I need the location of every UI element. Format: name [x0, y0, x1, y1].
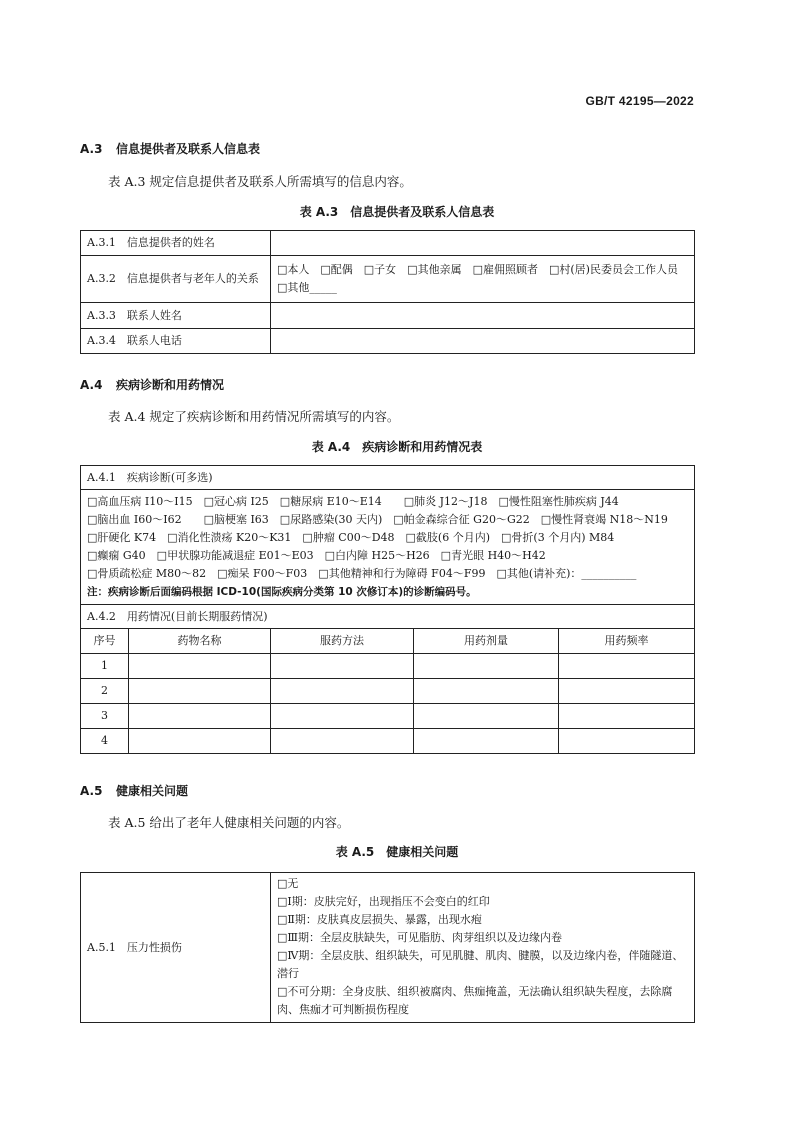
diagnosis-line[interactable]: □高血压病 I10～I15 □冠心病 I25 □糖尿病 E10～E14 □肺炎 J12～J18 □慢性阻塞性肺疾病 J44: [87, 495, 619, 508]
diagnosis-line[interactable]: □肝硬化 K74 □消化性溃疡 K20～K31 □肿瘤 C00～D48 □截肢(6 个月内) □骨折(3 个月内) M84: [87, 531, 615, 544]
table-row: [81, 704, 695, 729]
column-header: 用药频率: [559, 629, 695, 654]
contact-name-field[interactable]: [271, 303, 695, 329]
method-cell[interactable]: [271, 729, 414, 754]
option-item[interactable]: □Ⅰ期：皮肤完好，出现指压不会变白的红印: [277, 895, 490, 908]
column-header: 服药方法: [271, 629, 414, 654]
table-a4: [80, 465, 695, 754]
drug-name-cell[interactable]: [129, 729, 271, 754]
field-label: A.3.4 联系人电话: [81, 329, 271, 354]
field-label: A.3.1 信息提供者的姓名: [81, 231, 271, 256]
table-row: [81, 654, 695, 679]
field-label: A.3.3 联系人姓名: [81, 303, 271, 329]
table-a3-title: 表 A.3 信息提供者及联系人信息表: [299, 205, 495, 219]
section-title: 信息提供者及联系人信息表: [116, 142, 261, 156]
drug-name-cell[interactable]: [129, 679, 271, 704]
row-number: 4: [81, 729, 129, 754]
row-number: 1: [81, 654, 129, 679]
diagnosis-note: 注：疾病诊断后面编码根据 ICD-10(国际疾病分类第 10 次修订本)的诊断编码号。: [87, 586, 477, 598]
section-number: A.3: [80, 142, 103, 156]
provider-name-field[interactable]: [271, 231, 695, 256]
option-item[interactable]: □Ⅳ期：全层皮肤、组织缺失，可见肌腱、肌肉、腱膜，以及边缘内卷，伴随隧道、潜行: [277, 949, 684, 980]
diagnosis-line[interactable]: □骨质疏松症 M80～82 □痴呆 F00～F03 □其他精神和行为障碍 F04～F99 □其他(请补充)：__________: [87, 567, 637, 580]
column-header: 序号: [81, 629, 129, 654]
table-a5-title: 表 A.5 健康相关问题: [335, 845, 459, 859]
frequency-cell[interactable]: [559, 679, 695, 704]
section-title: 健康相关问题: [116, 784, 189, 798]
table-row: [81, 679, 695, 704]
column-header: 用药剂量: [414, 629, 559, 654]
table-header-row: [81, 629, 695, 654]
table-row: [81, 329, 695, 354]
pressure-injury-label: A.5.1 压力性损伤: [81, 873, 271, 1023]
section-a4-heading: [80, 376, 224, 393]
dose-cell[interactable]: [414, 654, 559, 679]
frequency-cell[interactable]: [559, 654, 695, 679]
table-row: [81, 231, 695, 256]
section-a5-heading: [80, 782, 188, 799]
diagnosis-header: A.4.1 疾病诊断(可多选): [81, 466, 695, 490]
frequency-cell[interactable]: [559, 729, 695, 754]
section-number: A.4: [80, 378, 103, 392]
drug-name-cell[interactable]: [129, 704, 271, 729]
section-title: 疾病诊断和用药情况: [116, 378, 225, 392]
provider-relationship-options[interactable]: □本人 □配偶 □子女 □其他亲属 □雇佣照顾者 □村(居)民委员会工作人员 □其他_____: [271, 256, 695, 303]
method-cell[interactable]: [271, 704, 414, 729]
method-cell[interactable]: [271, 679, 414, 704]
section-a4-intro: 表 A.4 规定了疾病诊断和用药情况所需填写的内容。: [108, 409, 400, 424]
section-number: A.5: [80, 784, 103, 798]
pressure-injury-options[interactable]: [271, 873, 695, 1023]
section-a5-intro: 表 A.5 给出了老年人健康相关问题的内容。: [108, 815, 350, 830]
row-number: 3: [81, 704, 129, 729]
table-row: [81, 605, 695, 629]
table-row: [81, 303, 695, 329]
dose-cell[interactable]: [414, 704, 559, 729]
option-item[interactable]: □无: [277, 877, 299, 890]
frequency-cell[interactable]: [559, 704, 695, 729]
standard-number: GB/T 42195—2022: [585, 94, 694, 108]
option-item[interactable]: □Ⅲ期：全层皮肤缺失，可见脂肪、肉芽组织以及边缘内卷: [277, 931, 562, 944]
method-cell[interactable]: [271, 654, 414, 679]
diagnosis-line[interactable]: □脑出血 I60～I62 □脑梗塞 I63 □尿路感染(30 天内) □帕金森综合征 G20～G22 □慢性肾衰竭 N18～N19: [87, 513, 668, 526]
table-a3: [80, 230, 695, 354]
medication-header: A.4.2 用药情况(目前长期服药情况): [81, 605, 695, 629]
drug-name-cell[interactable]: [129, 654, 271, 679]
table-row: [81, 466, 695, 490]
table-row: [81, 873, 695, 1023]
section-a3-intro: 表 A.3 规定信息提供者及联系人所需填写的信息内容。: [108, 174, 412, 189]
row-number: 2: [81, 679, 129, 704]
column-header: 药物名称: [129, 629, 271, 654]
section-a3-heading: [80, 140, 260, 157]
contact-phone-field[interactable]: [271, 329, 695, 354]
table-a5: [80, 872, 695, 1023]
diagnosis-options[interactable]: [81, 490, 695, 605]
dose-cell[interactable]: [414, 679, 559, 704]
table-a4-title: 表 A.4 疾病诊断和用药情况表: [311, 440, 483, 454]
diagnosis-line[interactable]: □癫痫 G40 □甲状腺功能减退症 E01～E03 □白内障 H25～H26 □青光眼 H40～H42: [87, 549, 546, 562]
field-label: A.3.2 信息提供者与老年人的关系: [81, 256, 271, 303]
dose-cell[interactable]: [414, 729, 559, 754]
table-row: [81, 729, 695, 754]
table-row: [81, 256, 695, 303]
option-item[interactable]: □Ⅱ期：皮肤真皮层损失、暴露，出现水疱: [277, 913, 482, 926]
table-row: [81, 490, 695, 605]
option-item[interactable]: □不可分期：全身皮肤、组织被腐肉、焦痂掩盖，无法确认组织缺失程度，去除腐肉、焦痂才可判断损伤程度: [277, 985, 673, 1016]
